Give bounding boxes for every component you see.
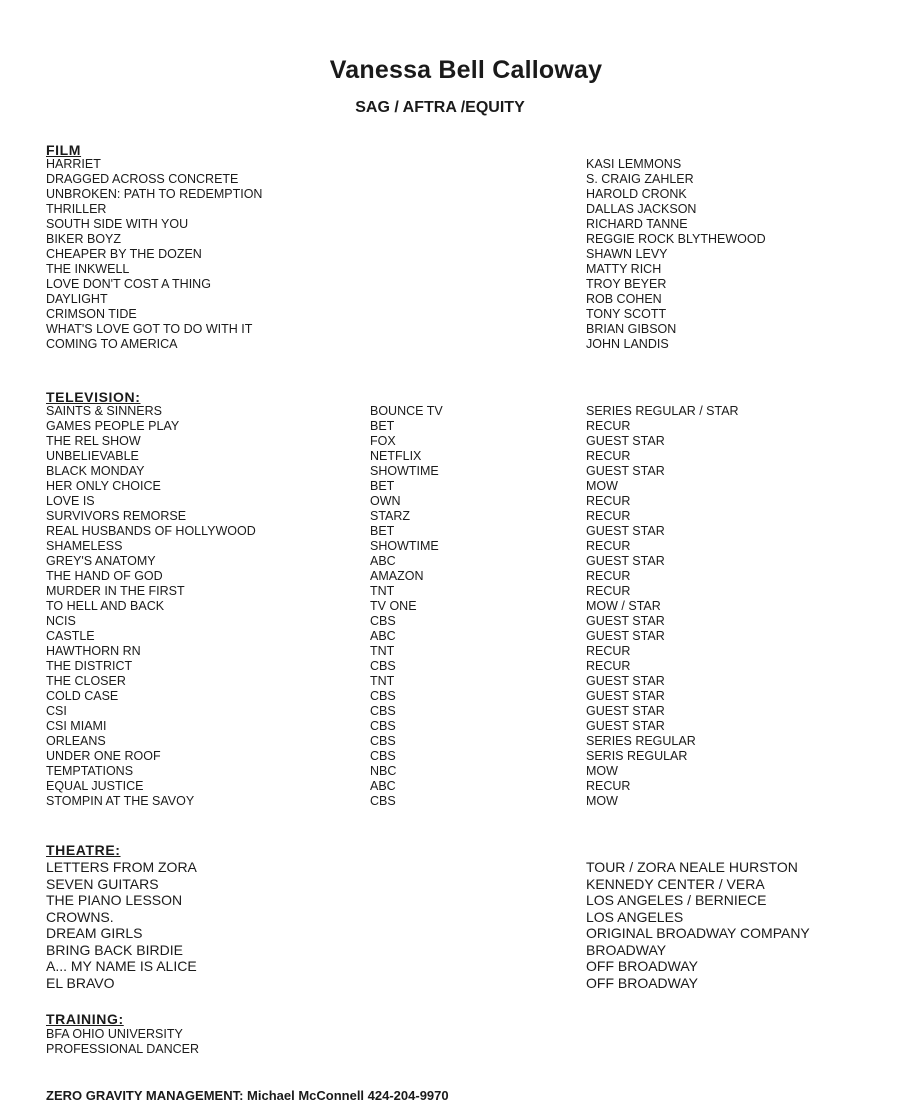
film-title: CHEAPER BY THE DOZEN [46,247,202,261]
film-row [46,307,667,322]
television-row [46,569,631,584]
show-title: THE CLOSER [46,674,126,688]
show-title: UNDER ONE ROOF [46,749,161,763]
television-row [46,494,631,509]
actor-name: Vanessa Bell Calloway [329,56,603,84]
television-row [46,794,618,809]
show-title: TEMPTATIONS [46,764,134,778]
show-network: STARZ [370,509,411,523]
film-director: ROB COHEN [586,292,662,306]
film-director: TROY BEYER [586,277,667,291]
show-network: BET [370,479,395,493]
show-role: GUEST STAR [586,554,665,568]
television-row [46,629,665,644]
film-title: LOVE DON'T COST A THING [46,277,211,291]
theatre-row [46,908,684,926]
television-row [46,554,665,569]
show-role: RECUR [586,509,631,523]
film-title: CRIMSON TIDE [46,307,137,321]
training-item: BFA OHIO UNIVERSITY [46,1027,183,1041]
show-title: STOMPIN AT THE SAVOY [46,794,195,808]
theatre-heading: THEATRE: [46,842,121,858]
television-row [46,614,665,629]
film-title: WHAT'S LOVE GOT TO DO WITH IT [46,322,253,336]
show-role: RECUR [586,584,631,598]
play-venue: OFF BROADWAY [586,974,698,991]
film-row [46,247,668,262]
theatre-section [46,842,810,991]
play-title: EL BRAVO [46,974,115,991]
television-row [46,674,665,689]
show-network: CBS [370,794,396,808]
film-heading: FILM [46,142,82,158]
theatre-row [46,925,810,942]
film-director: RICHARD TANNE [586,217,688,231]
show-network: NETFLIX [370,449,422,463]
show-role: RECUR [586,659,631,673]
show-role: MOW / STAR [586,599,661,613]
television-row [46,509,631,524]
show-title: CSI MIAMI [46,719,107,733]
show-title: ORLEANS [46,734,106,748]
training-section [46,1011,200,1057]
television-row [46,479,618,494]
show-title: LOVE IS [46,494,95,508]
play-title: THE PIANO LESSON [46,892,183,908]
show-title: CSI [46,704,67,718]
film-title: THE INKWELL [46,262,130,276]
television-row [46,599,661,614]
television-row [46,584,631,599]
show-network: CBS [370,689,396,703]
training-row [46,1027,183,1042]
television-row [46,404,739,419]
theatre-row [46,875,765,893]
show-network: BET [370,524,395,538]
show-network: CBS [370,704,396,718]
show-title: NCIS [46,614,76,628]
film-section [46,142,766,352]
television-row [46,524,665,539]
show-network: TNT [370,584,395,598]
show-network: ABC [370,554,396,568]
theatre-row [46,892,767,909]
play-title: SEVEN GUITARS [46,875,159,892]
film-row [46,292,662,307]
film-title: DRAGGED ACROSS CONCRETE [46,172,239,186]
show-title: SHAMELESS [46,539,123,553]
play-title: DREAM GIRLS [46,925,143,941]
show-network: CBS [370,659,396,673]
training-list [46,1027,200,1057]
show-network: TNT [370,674,395,688]
film-director: KASI LEMMONS [586,157,682,171]
film-director: HAROLD CRONK [586,187,687,201]
training-heading: TRAINING: [46,1011,124,1027]
show-network: ABC [370,629,396,643]
film-row [46,337,669,352]
play-venue: OFF BROADWAY [586,958,698,974]
film-title: UNBROKEN: PATH TO REDEMPTION [46,187,263,201]
show-role: GUEST STAR [586,629,665,643]
show-network: SHOWTIME [370,539,439,553]
training-item: PROFESSIONAL DANCER [46,1042,200,1056]
play-venue: KENNEDY CENTER / VERA [586,875,765,892]
television-heading: TELEVISION: [46,389,141,405]
television-row [46,749,688,764]
show-title: UNBELIEVABLE [46,449,139,463]
theatre-row [46,941,667,959]
show-network: CBS [370,749,396,763]
film-title: THRILLER [46,202,107,216]
play-title: CROWNS. [46,908,114,925]
show-role: MOW [586,479,618,493]
play-title: A... MY NAME IS ALICE [46,958,197,974]
film-director: DALLAS JACKSON [586,202,697,216]
show-network: CBS [370,614,396,628]
television-row [46,464,665,479]
film-title: SOUTH SIDE WITH YOU [46,217,189,231]
show-role: GUEST STAR [586,719,665,733]
show-role: RECUR [586,449,631,463]
television-row [46,719,665,734]
film-row [46,277,667,292]
television-row [46,539,631,554]
show-role: GUEST STAR [586,464,665,478]
film-row [46,157,682,172]
show-role: SERIES REGULAR [586,734,696,748]
television-row [46,659,631,674]
theatre-row [46,974,698,992]
television-row [46,689,665,704]
television-list [46,404,739,809]
film-director: TONY SCOTT [586,307,667,321]
show-role: SERIES REGULAR / STAR [586,404,739,418]
show-role: GUEST STAR [586,614,665,628]
film-title: DAYLIGHT [46,292,108,306]
film-director: BRIAN GIBSON [586,322,677,336]
film-director: S. CRAIG ZAHLER [586,172,694,186]
show-title: GAMES PEOPLE PLAY [46,419,180,433]
show-network: FOX [370,434,396,448]
film-row [46,172,694,187]
show-title: THE DISTRICT [46,659,133,673]
show-role: GUEST STAR [586,524,665,538]
theatre-row [46,958,698,975]
film-title: HARRIET [46,157,101,171]
show-network: OWN [370,494,401,508]
film-director: JOHN LANDIS [586,337,669,351]
play-venue: LOS ANGELES [586,908,684,925]
show-role: RECUR [586,539,631,553]
show-title: EQUAL JUSTICE [46,779,144,793]
film-row [46,202,697,217]
film-row [46,187,687,202]
theatre-list [46,859,810,991]
show-title: BLACK MONDAY [46,464,145,478]
film-title: BIKER BOYZ [46,232,122,246]
film-row [46,232,766,247]
show-role: MOW [586,764,618,778]
show-role: GUEST STAR [586,434,665,448]
show-title: HER ONLY CHOICE [46,479,161,493]
show-title: SURVIVORS REMORSE [46,509,187,523]
show-title: CASTLE [46,629,95,643]
play-title: LETTERS FROM ZORA [46,859,197,875]
show-role: RECUR [586,779,631,793]
play-venue: LOS ANGELES / BERNIECE [586,892,767,908]
show-network: SHOWTIME [370,464,439,478]
television-row [46,644,631,659]
show-network: TV ONE [370,599,417,613]
show-role: RECUR [586,419,631,433]
show-title: SAINTS & SINNERS [46,404,162,418]
film-row [46,262,662,277]
television-row [46,419,631,434]
show-role: RECUR [586,644,631,658]
film-title: COMING TO AMERICA [46,337,178,351]
show-network: NBC [370,764,397,778]
show-role: RECUR [586,569,631,583]
play-title: BRING BACK BIRDIE [46,941,183,958]
television-row [46,779,631,794]
film-director: REGGIE ROCK BLYTHEWOOD [586,232,766,246]
film-list [46,157,766,352]
theatre-row [46,859,798,876]
show-role: GUEST STAR [586,674,665,688]
show-title: GREY'S ANATOMY [46,554,156,568]
film-director: SHAWN LEVY [586,247,668,261]
play-venue: BROADWAY [586,941,667,958]
show-network: BOUNCE TV [370,404,443,418]
show-network: BET [370,419,395,433]
show-title: THE REL SHOW [46,434,141,448]
film-row [46,322,677,337]
television-row [46,449,631,464]
show-network: TNT [370,644,395,658]
film-row [46,217,688,232]
show-role: GUEST STAR [586,704,665,718]
show-title: MURDER IN THE FIRST [46,584,185,598]
training-row [46,1042,200,1057]
management-contact: ZERO GRAVITY MANAGEMENT: Michael McConnell 424-204-9970 [46,1088,449,1103]
show-title: REAL HUSBANDS OF HOLLYWOOD [46,524,256,538]
show-title: HAWTHORN RN [46,644,141,658]
show-network: CBS [370,719,396,733]
television-row [46,704,665,719]
television-row [46,734,696,749]
television-row [46,764,618,779]
show-network: AMAZON [370,569,424,583]
show-role: RECUR [586,494,631,508]
show-title: TO HELL AND BACK [46,599,165,613]
television-section [46,389,739,809]
show-role: GUEST STAR [586,689,665,703]
union-affiliations: SAG / AFTRA /EQUITY [355,99,525,116]
television-row [46,434,665,449]
show-role: SERIS REGULAR [586,749,688,763]
show-title: THE HAND OF GOD [46,569,163,583]
show-network: CBS [370,734,396,748]
play-venue: ORIGINAL BROADWAY COMPANY [586,925,810,941]
show-role: MOW [586,794,618,808]
film-director: MATTY RICH [586,262,662,276]
play-venue: TOUR / ZORA NEALE HURSTON [586,859,798,875]
show-title: COLD CASE [46,689,119,703]
show-network: ABC [370,779,396,793]
